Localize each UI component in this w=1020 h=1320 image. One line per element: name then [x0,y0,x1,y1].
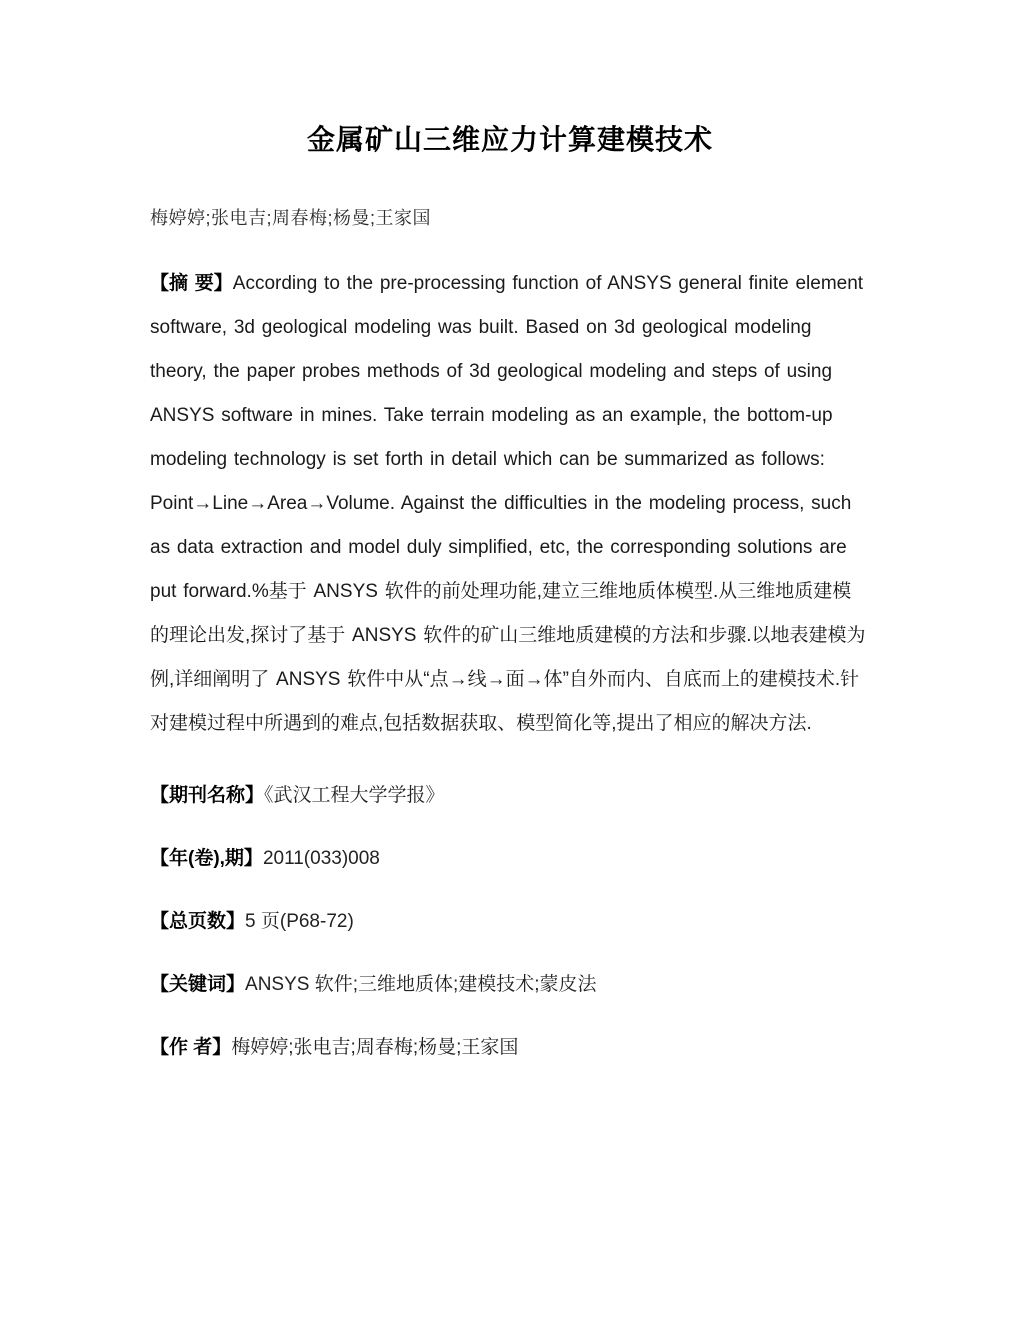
abstract-text-zh: 基于 ANSYS 软件的前处理功能,建立三维地质体模型.从三维地质建模的理论出发,探讨了基于 ANSYS 软件的矿山三维地质建模的方法和步骤.以地表建模为例,详细阐明了 ANSYS 软件中从“点→线→面→体”自外而内、自底而上的建模技术.针对建模过程中所遇到的难点,包括数据获取、模型简化等,提出了相应的解决方法. [150,581,866,734]
abstract-paragraph [150,262,870,746]
authors-line: 梅婷婷;张电吉;周春梅;杨曼;王家国 [150,208,432,228]
page-title: 金属矿山三维应力计算建模技术 [306,124,713,155]
total-pages-value: 5 页(P68-72) [245,911,354,932]
abstract-label: 【摘 要】 [150,273,233,294]
year-volume-issue-field [150,846,870,872]
abstract-text-en: According to the pre-processing function of ANSYS general finite element software, 3d geological modeling was built. Based on 3d geological modeling theory, the paper probes methods of 3d geological modeling and steps of using ANSYS software in mines. Take terrain modeling as an example, the bottom-up modeling technology is set forth in detail which can be summarized as follows: Point→Line→Area→Volume. Against the difficulties in the modeling process, such as data extraction and model duly simplified, etc, the corresponding solutions are put forward.% [150,273,864,602]
authors-field [150,1035,870,1061]
total-pages-label: 【总页数】 [150,911,246,932]
keywords-value: ANSYS 软件;三维地质体;建模技术;蒙皮法 [245,974,597,995]
keywords-label: 【关键词】 [150,974,246,995]
journal-name-field [150,783,870,809]
keywords-field [150,972,870,998]
authors-field-value: 梅婷婷;张电吉;周春梅;杨曼;王家国 [231,1037,519,1058]
journal-name-value: 《武汉工程大学学报》 [264,785,445,806]
authors-field-label: 【作 者】 [150,1037,232,1058]
total-pages-field [150,909,870,935]
year-volume-issue-value: 2011(033)008 [262,848,380,869]
year-volume-issue-label: 【年(卷),期】 [150,848,263,869]
journal-name-label: 【期刊名称】 [150,785,265,806]
